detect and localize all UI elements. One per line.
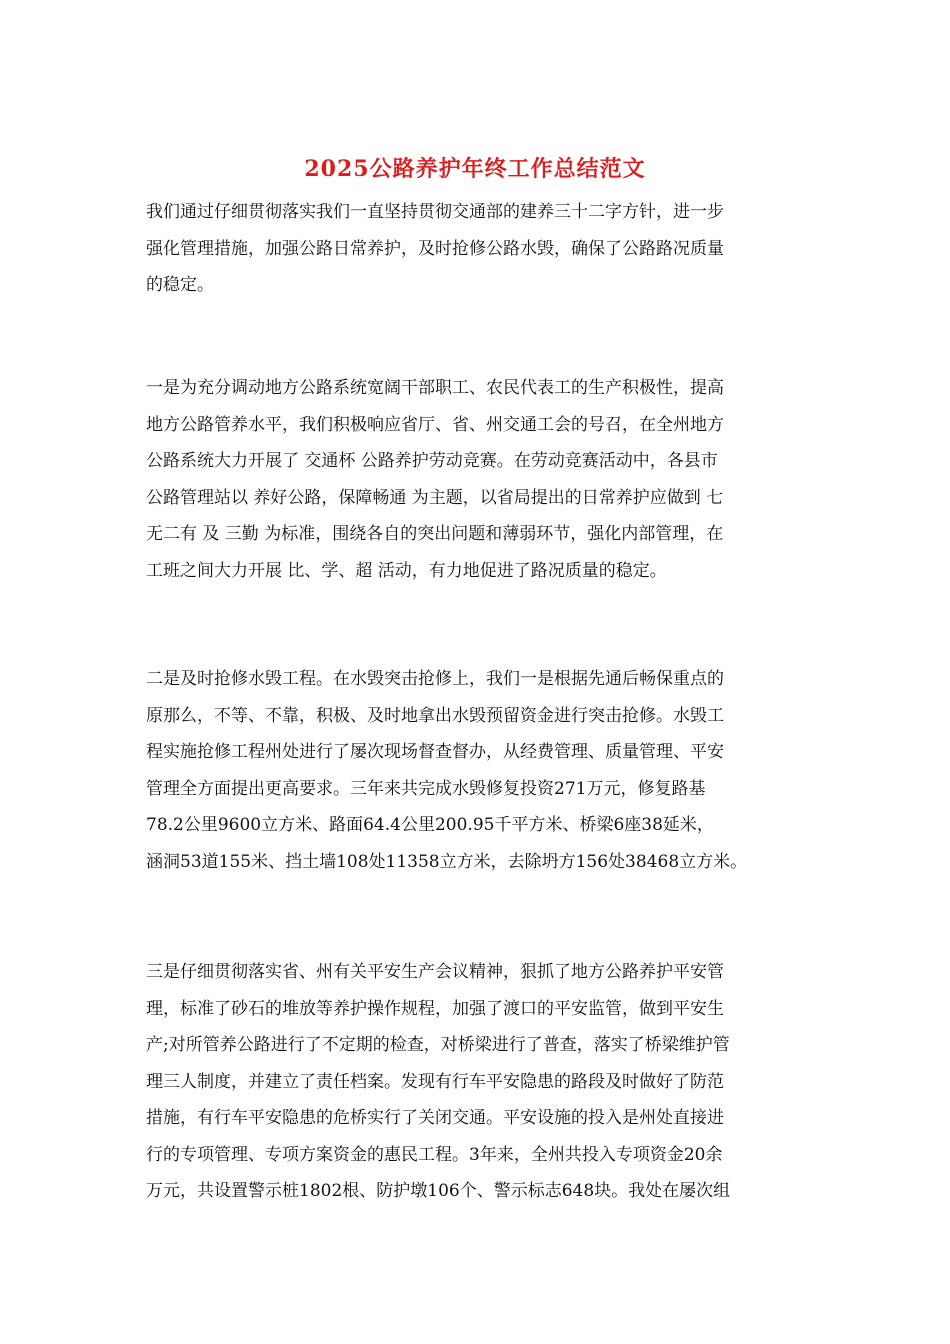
- paragraph-section-two: [146, 661, 818, 880]
- text-line: 万元，共设置警示桩1802根、防护墩106个、警示标志648块。我处在屡次组: [146, 1181, 731, 1201]
- paragraph-section-one: [146, 370, 818, 589]
- text-line: 公路管理站以 养好公路，保障畅通 为主题，以省局提出的日常养护应做到 七: [146, 487, 724, 508]
- document-title: 2025公路养护年终工作总结范文: [304, 156, 646, 182]
- text-line: 一是为充分调动地方公路系统宽阔干部职工、农民代表工的生产积极性，提高: [146, 378, 724, 398]
- text-line: 工班之间大力开展 比、学、超 活动，有力地促进了路况质量的稳定。: [146, 560, 667, 581]
- paragraph-intro: [146, 194, 818, 304]
- text-line: 涵洞53道155米、挡土墙108处11358立方米，去除坍方156处38468立方米。: [146, 851, 748, 872]
- text-line: 强化管理措施，加强公路日常养护，及时抢修公路水毁，确保了公路路况质量: [146, 238, 724, 259]
- text-line: 地方公路管养水平，我们积极响应省厅、省、州交通工会的号召，在全州地方: [146, 414, 724, 435]
- paragraph-section-three: [146, 954, 818, 1210]
- text-line: 的稳定。: [146, 275, 214, 295]
- text-line: 无二有 及 三勤 为标准，围绕各自的突出问题和薄弱环节，强化内部管理，在: [146, 524, 724, 544]
- text-line: 理，标准了砂石的堆放等养护操作规程，加强了渡口的平安监管，做到平安生: [146, 998, 724, 1019]
- text-line: 二是及时抢修水毁工程。在水毁突击抢修上，我们一是根据先通后畅保重点的: [146, 669, 724, 689]
- text-line: 78.2公里9600立方米、路面64.4公里200.95千平方米、桥梁6座38延米，: [146, 815, 714, 835]
- text-line: 我们通过仔细贯彻落实我们一直坚持贯彻交通部的建养三十二字方针，进一步: [146, 202, 724, 222]
- text-line: 管理全方面提出更高要求。三年来共完成水毁修复投资271万元，修复路基: [146, 778, 706, 799]
- text-line: 产;对所管养公路进行了不定期的检查，对桥梁进行了普查，落实了桥梁维护管: [146, 1035, 730, 1055]
- text-line: 原那么，不等、不靠，积极、及时地拿出水毁预留资金进行突击抢修。水毁工: [146, 705, 724, 726]
- text-line: 公路系统大力开展了 交通杯 公路养护劳动竞赛。在劳动竞赛活动中，各县市: [146, 451, 718, 471]
- text-line: 程实施抢修工程州处进行了屡次现场督查督办，从经费管理、质量管理、平安: [146, 742, 724, 762]
- text-line: 措施，有行车平安隐患的危桥实行了关闭交通。平安设施的投入是州处直接进: [146, 1108, 724, 1128]
- text-line: 三是仔细贯彻落实省、州有关平安生产会议精神，狠抓了地方公路养护平安管: [146, 962, 724, 982]
- text-line: 理三人制度，并建立了责任档案。发现有行车平安隐患的路段及时做好了防范: [146, 1071, 724, 1092]
- text-line: 行的专项管理、专项方案资金的惠民工程。3年来，全州共投入专项资金20余: [146, 1144, 723, 1165]
